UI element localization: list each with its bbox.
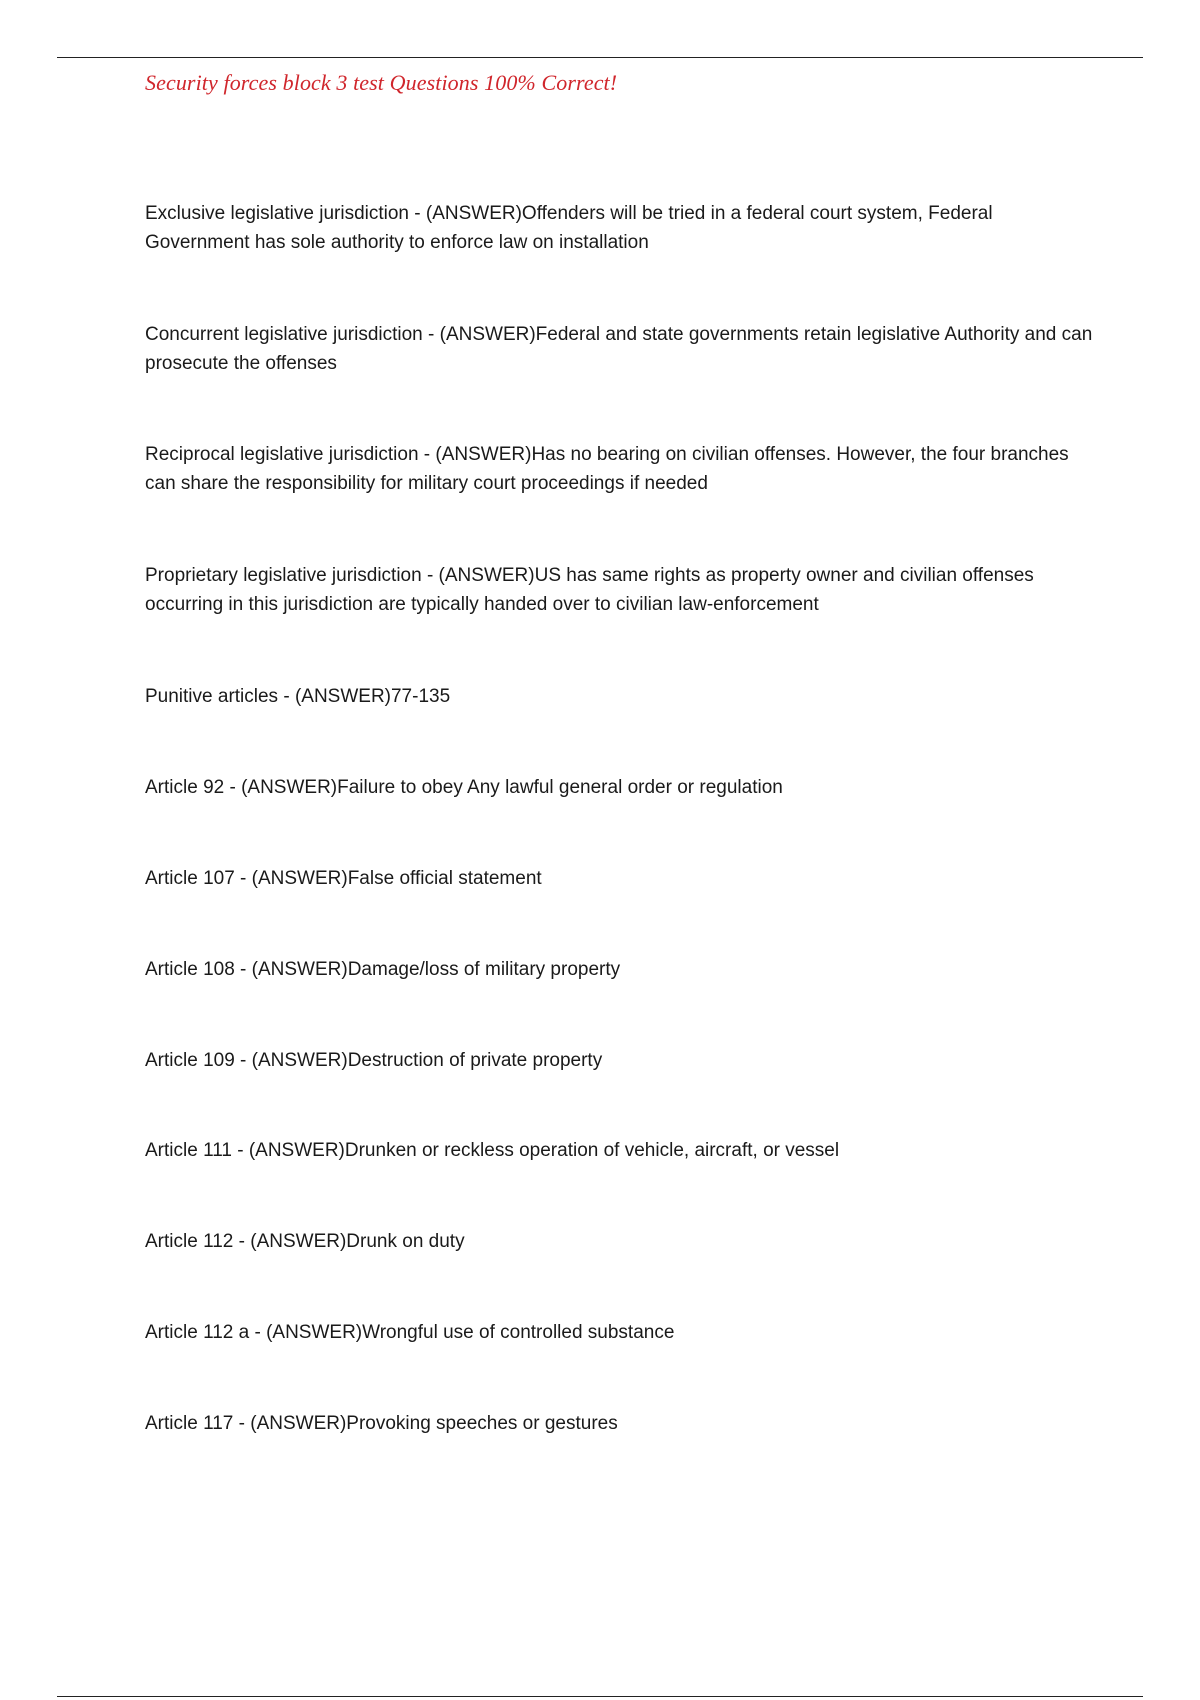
qa-item: Article 117 - (ANSWER)Provoking speeches or gestures (145, 1413, 618, 1434)
qa-item: Article 107 - (ANSWER)False official statement (145, 868, 542, 889)
qa-item: Reciprocal legislative jurisdiction - (ANSWER)Has no bearing on civilian offenses. However, the four branches can share the responsibility for military court proceedings if needed (145, 444, 1069, 494)
header-rule (57, 57, 1143, 58)
qa-item: Punitive articles - (ANSWER)77-135 (145, 686, 451, 707)
qa-item: Article 109 - (ANSWER)Destruction of private property (145, 1050, 603, 1071)
qa-item: Article 92 - (ANSWER)Failure to obey Any lawful general order or regulation (145, 777, 783, 798)
qa-item: Exclusive legislative jurisdiction - (ANSWER)Offenders will be tried in a federal court system, Federal Government has sole authority to enforce law on installation (145, 203, 993, 253)
qa-item: Concurrent legislative jurisdiction - (ANSWER)Federal and state governments retain legislative Authority and can prosecute the offenses (145, 324, 1093, 374)
qa-item: Proprietary legislative jurisdiction - (ANSWER)US has same rights as property owner and civilian offenses occurring in this jurisdiction are typically handed over to civilian law-enforcement (145, 565, 1034, 615)
qa-item: Article 108 - (ANSWER)Damage/loss of military property (145, 959, 621, 980)
qa-item: Article 112 a - (ANSWER)Wrongful use of controlled substance (145, 1322, 675, 1343)
qa-item: Article 112 - (ANSWER)Drunk on duty (145, 1231, 465, 1252)
document-title: Security forces block 3 test Questions 100% Correct! (145, 70, 618, 95)
footer-rule (57, 1696, 1143, 1697)
qa-item: Article 111 - (ANSWER)Drunken or reckless operation of vehicle, aircraft, or vessel (145, 1140, 840, 1161)
